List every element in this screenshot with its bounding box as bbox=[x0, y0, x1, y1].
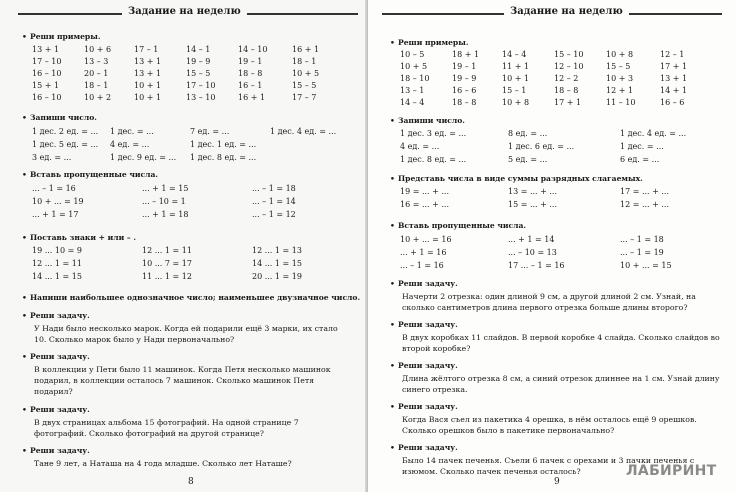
exercise-cell: 10 + 5 bbox=[400, 62, 428, 71]
exercise-cell: 10 + ... = 19 bbox=[32, 197, 84, 206]
exercise-cell: 12 = ... + ... bbox=[620, 200, 670, 209]
exercise-cell: ... + 1 = 18 bbox=[142, 210, 189, 219]
exercise-cell: ... – 1 = 18 bbox=[620, 235, 664, 244]
exercise-cell: 13 – 1 bbox=[400, 86, 425, 95]
exercise-cell: 1 дес. 1 ед. = ... bbox=[190, 140, 257, 149]
exercise-cell: 1 дес. = ... bbox=[110, 127, 154, 136]
exercise-cell: 5 ед. = ... bbox=[508, 155, 548, 164]
exercise-cell: ... – 1 = 18 bbox=[252, 184, 296, 193]
exercise-cell: 18 – 10 bbox=[400, 74, 430, 83]
exercise-cell: 14 – 4 bbox=[502, 50, 527, 59]
exercise-cell: 10 – 5 bbox=[400, 50, 425, 59]
word-problem: Было 14 пачек печенья. Съели 6 пачек с орехами и 3 пачки печенья с изюмом. Сколько пачек печенья осталось? bbox=[402, 456, 695, 477]
exercise-cell: 7 ед. = ... bbox=[190, 127, 230, 136]
exercise-cell: ... – 10 = 1 bbox=[142, 197, 186, 206]
exercise-cell: 15 – 5 bbox=[606, 62, 631, 71]
exercise-cell: 19 ... 10 = 9 bbox=[32, 246, 82, 255]
exercise-cell: 14 – 10 bbox=[238, 45, 268, 54]
exercise-cell: 13 – 3 bbox=[84, 57, 109, 66]
exercise-cell: 18 + 1 bbox=[452, 50, 480, 59]
exercise-cell: 17 – 7 bbox=[292, 93, 317, 102]
exercise-cell: 18 – 8 bbox=[238, 69, 263, 78]
exercise-cell: 15 – 5 bbox=[292, 81, 317, 90]
exercise-cell: 3 ед. = ... bbox=[32, 153, 72, 162]
watermark-logo: ЛАБИРИНТ bbox=[626, 463, 717, 479]
exercise-cell: 12 – 10 bbox=[554, 62, 584, 71]
section-heading: • Реши примеры. bbox=[22, 32, 101, 41]
word-problem: В двух коробках 11 слайдов. В первой коробке 4 слайда. Сколько слайдов во второй коробке? bbox=[402, 333, 720, 354]
exercise-cell: 10 + 2 bbox=[84, 93, 112, 102]
word-problem: Тане 9 лет, а Наташа на 4 года младше. Сколько лет Наташе? bbox=[34, 459, 292, 468]
section-heading: • Реши задачу. bbox=[22, 352, 90, 361]
exercise-cell: 14 – 4 bbox=[400, 98, 425, 107]
exercise-cell: 20 ... 1 = 19 bbox=[252, 272, 302, 281]
exercise-cell: 18 – 8 bbox=[554, 86, 579, 95]
exercise-cell: 1 дес. 3 ед. = ... bbox=[400, 129, 467, 138]
exercise-cell: 16 – 6 bbox=[660, 98, 685, 107]
exercise-cell: 15 – 10 bbox=[554, 50, 584, 59]
exercise-cell: 13 + 1 bbox=[134, 69, 162, 78]
word-problem: Когда Вася съел из пакетика 4 орешка, в нём осталось ещё 9 орешков. Сколько орешков было в пакетике первоначально? bbox=[402, 415, 697, 436]
section-heading: • Представь числа в виде суммы разрядных слагаемых. bbox=[390, 174, 643, 183]
exercise-cell: 19 – 9 bbox=[452, 74, 477, 83]
section-heading: • Реши задачу. bbox=[22, 311, 90, 320]
exercise-cell: 10 + 8 bbox=[502, 98, 530, 107]
exercise-cell: 15 + 1 bbox=[32, 81, 60, 90]
exercise-cell: 17 = ... + ... bbox=[620, 187, 670, 196]
section-heading: • Реши задачу. bbox=[390, 443, 458, 452]
section-heading: • Реши примеры. bbox=[390, 38, 469, 47]
exercise-cell: 12 ... 1 = 13 bbox=[252, 246, 302, 255]
exercise-cell: 1 дес. 8 ед. = ... bbox=[400, 155, 467, 164]
exercise-cell: 8 ед. = ... bbox=[508, 129, 548, 138]
exercise-cell: 18 – 1 bbox=[292, 57, 317, 66]
exercise-cell: 14 ... 1 = 15 bbox=[252, 259, 302, 268]
exercise-cell: 12 + 1 bbox=[606, 86, 634, 95]
exercise-cell: 12 ... 1 = 11 bbox=[142, 246, 192, 255]
exercise-cell: 10 + 1 bbox=[134, 93, 162, 102]
exercise-cell: 16 – 10 bbox=[32, 69, 62, 78]
page-number: 8 bbox=[188, 477, 194, 487]
page-title: Задание на неделю bbox=[122, 6, 247, 17]
exercise-cell: 12 – 1 bbox=[660, 50, 685, 59]
exercise-cell: 14 ... 1 = 15 bbox=[32, 272, 82, 281]
exercise-cell: 10 + 8 bbox=[606, 50, 634, 59]
exercise-cell: 13 = ... + ... bbox=[508, 187, 558, 196]
exercise-cell: ... + 1 = 14 bbox=[508, 235, 555, 244]
exercise-cell: 10 + ... = 16 bbox=[400, 235, 452, 244]
exercise-cell: 10 + 5 bbox=[292, 69, 320, 78]
exercise-cell: 16 + 1 bbox=[292, 45, 320, 54]
right-header bbox=[382, 6, 722, 20]
exercise-cell: 1 дес. 9 ед. = ... bbox=[110, 153, 177, 162]
exercise-cell: 10 + 3 bbox=[606, 74, 634, 83]
exercise-cell: 18 – 1 bbox=[84, 81, 109, 90]
exercise-cell: 11 ... 1 = 12 bbox=[142, 272, 192, 281]
exercise-cell: 16 – 6 bbox=[452, 86, 477, 95]
section-heading: • Запиши число. bbox=[22, 113, 97, 122]
exercise-cell: 15 – 5 bbox=[186, 69, 211, 78]
exercise-cell: 20 – 1 bbox=[84, 69, 109, 78]
exercise-cell: 13 + 1 bbox=[660, 74, 688, 83]
exercise-cell: 19 – 1 bbox=[452, 62, 477, 71]
exercise-cell: 1 дес. 5 ед. = ... bbox=[32, 140, 99, 149]
right-page bbox=[368, 0, 736, 492]
exercise-cell: 12 – 2 bbox=[554, 74, 579, 83]
exercise-cell: 17 ... – 1 = 16 bbox=[508, 261, 565, 270]
exercise-cell: 17 + 1 bbox=[554, 98, 582, 107]
section-heading: • Вставь пропущенные числа. bbox=[22, 170, 159, 179]
exercise-cell: 10 + 1 bbox=[134, 81, 162, 90]
word-problem: В коллекции у Пети было 11 машинок. Когда Петя несколько машинок подарил, в коллекции осталось 7 машинок. Сколько машинок Петя подарил? bbox=[34, 365, 331, 397]
exercise-cell: 15 = ... + ... bbox=[508, 200, 558, 209]
exercise-cell: ... + 1 = 17 bbox=[32, 210, 79, 219]
exercise-cell: 17 – 1 bbox=[134, 45, 159, 54]
exercise-cell: 1 дес. 4 ед. = ... bbox=[270, 127, 337, 136]
exercise-cell: 13 + 1 bbox=[134, 57, 162, 66]
exercise-cell: 4 ед. = ... bbox=[400, 142, 440, 151]
exercise-cell: 10 ... 7 = 17 bbox=[142, 259, 192, 268]
exercise-cell: 12 ... 1 = 11 bbox=[32, 259, 82, 268]
exercise-cell: 17 – 10 bbox=[186, 81, 216, 90]
exercise-cell: 16 – 1 bbox=[238, 81, 263, 90]
exercise-cell: 19 – 9 bbox=[186, 57, 211, 66]
section-heading: • Реши задачу. bbox=[390, 279, 458, 288]
exercise-cell: 16 – 10 bbox=[32, 93, 62, 102]
word-problem: Начерти 2 отрезка: один длиной 9 см, а другой длиной 2 см. Узнай, на сколько сантиметров длина первого отрезка больше длины второго? bbox=[402, 292, 696, 313]
section-heading: • Реши задачу. bbox=[22, 446, 90, 455]
exercise-cell: ... – 1 = 16 bbox=[400, 261, 444, 270]
exercise-cell: 19 = ... + ... bbox=[400, 187, 450, 196]
left-header bbox=[18, 6, 358, 20]
exercise-cell: 11 + 1 bbox=[502, 62, 530, 71]
exercise-cell: ... – 1 = 12 bbox=[252, 210, 296, 219]
section-heading: • Реши задачу. bbox=[390, 320, 458, 329]
exercise-cell: 1 дес. 8 ед. = ... bbox=[190, 153, 257, 162]
exercise-cell: 1 дес. 6 ед. = ... bbox=[508, 142, 575, 151]
word-problem: У Нади было несколько марок. Когда ей подарили ещё 3 марки, их стало 10. Сколько марок было у Нади первоначально? bbox=[34, 324, 338, 345]
exercise-cell: 4 ед. = ... bbox=[110, 140, 150, 149]
exercise-cell: 10 + 6 bbox=[84, 45, 112, 54]
section-heading: • Запиши число. bbox=[390, 116, 465, 125]
exercise-cell: 13 – 10 bbox=[186, 93, 216, 102]
exercise-cell: 6 ед. = ... bbox=[620, 155, 660, 164]
exercise-cell: 18 – 8 bbox=[452, 98, 477, 107]
section-heading: • Вставь пропущенные числа. bbox=[390, 221, 527, 230]
exercise-cell: 16 = ... + ... bbox=[400, 200, 450, 209]
exercise-cell: ... – 1 = 16 bbox=[32, 184, 76, 193]
exercise-cell: ... + 1 = 16 bbox=[400, 248, 447, 257]
page-title: Задание на неделю bbox=[504, 6, 629, 17]
exercise-cell: 15 – 1 bbox=[502, 86, 527, 95]
exercise-cell: 10 + ... = 15 bbox=[620, 261, 672, 270]
exercise-cell: 1 дес. 2 ед. = ... bbox=[32, 127, 99, 136]
exercise-cell: 14 + 1 bbox=[660, 86, 688, 95]
exercise-cell: 19 – 1 bbox=[238, 57, 263, 66]
section-heading: • Поставь знаки + или – . bbox=[22, 233, 136, 242]
exercise-cell: ... – 1 = 19 bbox=[620, 248, 664, 257]
section-heading: • Реши задачу. bbox=[390, 402, 458, 411]
exercise-cell: 1 дес. = ... bbox=[620, 142, 664, 151]
exercise-cell: 1 дес. 4 ед. = ... bbox=[620, 129, 687, 138]
word-problem: В двух страницах альбома 15 фотографий. На одной странице 7 фотографий. Сколько фотографий на другой странице? bbox=[34, 418, 299, 439]
exercise-cell: 14 – 1 bbox=[186, 45, 211, 54]
exercise-cell: ... – 10 = 13 bbox=[508, 248, 557, 257]
section-heading: • Реши задачу. bbox=[22, 405, 90, 414]
exercise-cell: ... – 1 = 14 bbox=[252, 197, 296, 206]
exercise-cell: 17 – 10 bbox=[32, 57, 62, 66]
word-problem: Длина жёлтого отрезка 8 см, а синий отрезок длиннее на 1 см. Узнай длину синего отрезка. bbox=[402, 374, 720, 395]
page-number: 9 bbox=[554, 477, 560, 487]
section-heading: • Реши задачу. bbox=[390, 361, 458, 370]
exercise-cell: 16 + 1 bbox=[238, 93, 266, 102]
exercise-cell: 17 + 1 bbox=[660, 62, 688, 71]
exercise-cell: ... + 1 = 15 bbox=[142, 184, 189, 193]
section-heading: • Напиши наибольшее однозначное число; наименьшее двузначное число. bbox=[22, 293, 361, 302]
exercise-cell: 10 + 1 bbox=[502, 74, 530, 83]
exercise-cell: 11 – 10 bbox=[606, 98, 636, 107]
exercise-cell: 13 + 1 bbox=[32, 45, 60, 54]
